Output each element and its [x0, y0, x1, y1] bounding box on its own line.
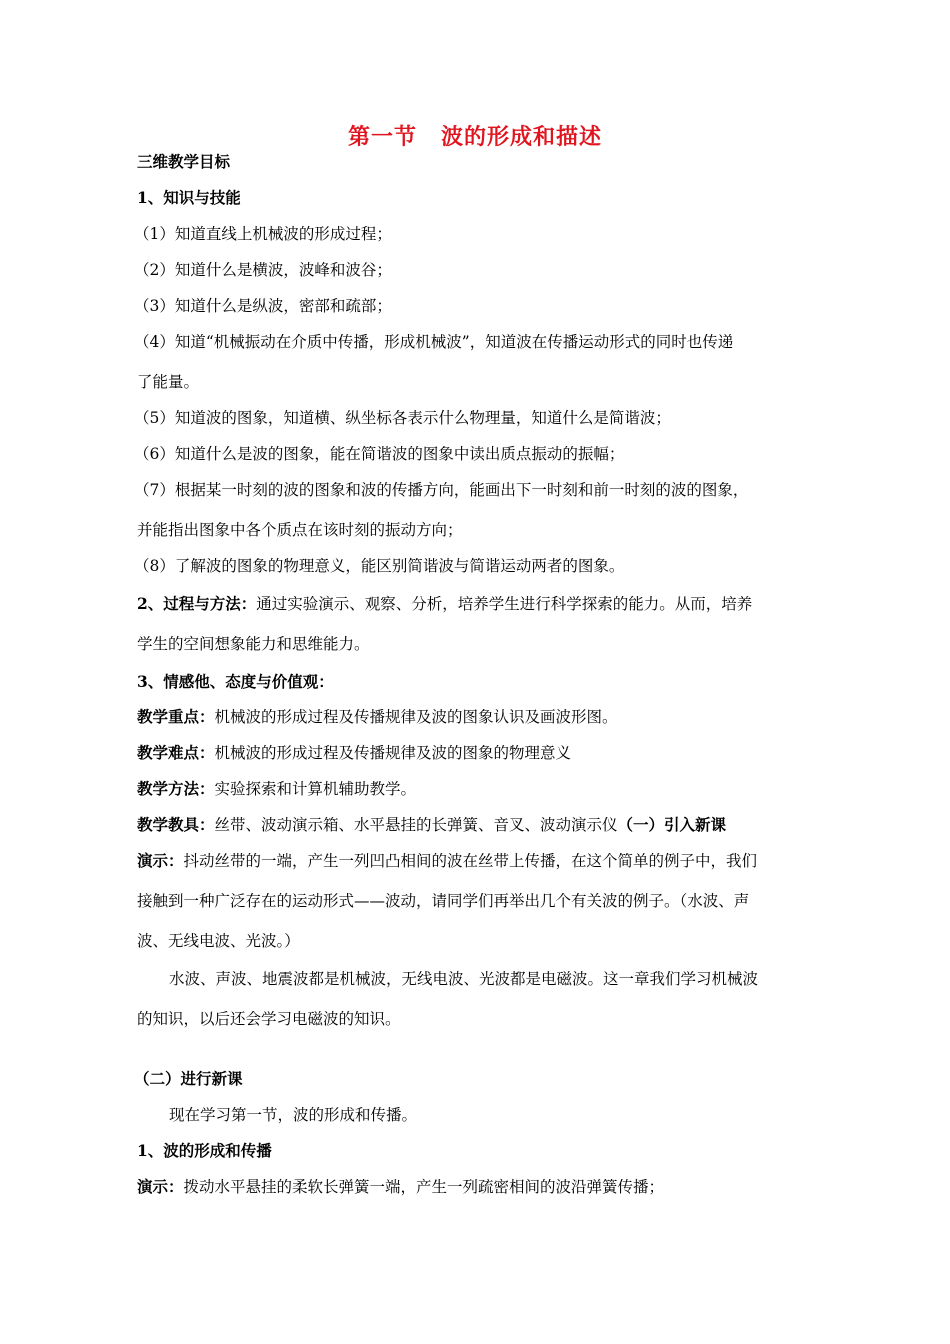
process-line-continued: 学生的空间想象能力和思维能力。 [137, 635, 370, 653]
demo1-line-3: 波、无线电波、光波。） [137, 932, 300, 950]
process-line [137, 593, 817, 615]
demo1-line-2: 接触到一种广泛存在的运动形式——波动，请同学们再举出几个有关波的例子。（水波、声 [137, 892, 750, 910]
knowledge-item-continued: 并能指出图象中各个质点在该时刻的振动方向； [137, 521, 463, 539]
method-line [137, 778, 817, 800]
knowledge-item: （7）根据某一时刻的波的图象和波的传播方向，能画出下一时刻和前一时刻的波的图象， [134, 481, 749, 499]
demo2-line [137, 1176, 817, 1198]
paragraph-line: 的知识，以后还会学习电磁波的知识。 [137, 1010, 401, 1028]
knowledge-heading: 1、知识与技能 [137, 188, 241, 207]
knowledge-item: （5）知道波的图象，知道横、纵坐标各表示什么物理量，知道什么是简谐波； [134, 409, 671, 427]
formation-heading: 1、波的形成和传播 [137, 1141, 272, 1160]
tools-text: 丝带、波动演示箱、水平悬挂的长弹簧、音叉、波动演示仪 [214, 816, 618, 834]
intro-heading: （一）引入新课 [617, 815, 727, 834]
demo2-label: 演示： [137, 1177, 184, 1196]
demo1-line [137, 850, 817, 872]
demo1-text: 抖动丝带的一端，产生一列凹凸相间的波在丝带上传播，在这个简单的例子中，我们 [183, 852, 758, 870]
emotion-heading: 3、情感他、态度与价值观： [137, 672, 334, 691]
key-points-text: 机械波的形成过程及传播规律及波的图象认识及画波形图。 [214, 708, 618, 726]
objectives-heading: 三维教学目标 [137, 152, 231, 171]
new-lesson-heading: （二）进行新课 [134, 1069, 243, 1088]
knowledge-item: （4）知道“机械振动在介质中传播，形成机械波”，知道波在传播运动形式的同时也传递 [134, 333, 734, 351]
process-text: 通过实验演示、观察、分析，培养学生进行科学探索的能力。从而，培养 [256, 595, 753, 613]
key-points-line [137, 706, 817, 728]
title-topic: 波的形成和描述 [441, 124, 603, 150]
key-points-label: 教学重点： [137, 707, 215, 726]
tools-line [137, 814, 817, 836]
knowledge-item: （2）知道什么是横波，波峰和波谷； [134, 261, 392, 279]
method-text: 实验探索和计算机辅助教学。 [214, 780, 417, 798]
knowledge-item: （3）知道什么是纵波，密部和疏部； [134, 297, 392, 315]
demo2-text: 拨动水平悬挂的柔软长弹簧一端，产生一列疏密相间的波沿弹簧传播； [183, 1178, 665, 1196]
method-label: 教学方法： [137, 779, 215, 798]
process-label: 2、过程与方法： [137, 594, 257, 613]
difficulty-line [137, 742, 817, 764]
knowledge-item: （8）了解波的图象的物理意义，能区别简谐波与简谐运动两者的图象。 [134, 557, 625, 575]
difficulty-label: 教学难点： [137, 743, 215, 762]
knowledge-item-continued: 了能量。 [137, 373, 200, 391]
title-section-number: 第一节 [347, 124, 417, 150]
difficulty-text: 机械波的形成过程及传播规律及波的图象的物理意义 [214, 744, 572, 762]
tools-label: 教学教具： [137, 815, 215, 834]
new-lesson-text: 现在学习第一节，波的形成和传播。 [169, 1106, 418, 1124]
demo-label: 演示： [137, 851, 184, 870]
knowledge-item: （1）知道直线上机械波的形成过程； [134, 225, 392, 243]
knowledge-item: （6）知道什么是波的图象，能在简谐波的图象中读出质点振动的振幅； [134, 445, 625, 463]
page-title [0, 120, 950, 151]
paragraph-line: 水波、声波、地震波都是机械波，无线电波、光波都是电磁波。这一章我们学习机械波 [169, 970, 759, 988]
